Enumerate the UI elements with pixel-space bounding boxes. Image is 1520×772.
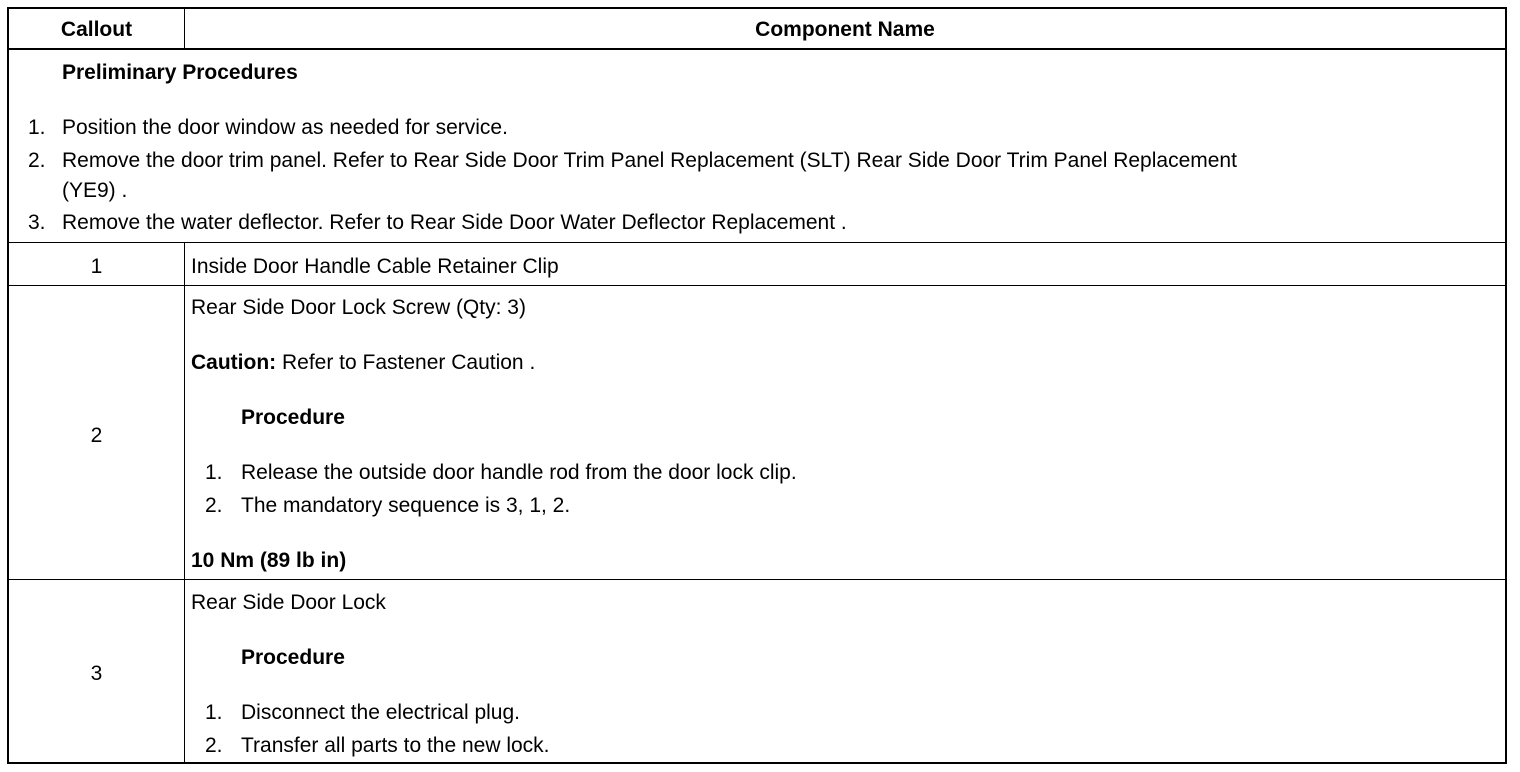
procedure-table [7, 7, 1507, 764]
procedure-step-num: 1. [205, 461, 223, 484]
preliminary-step-num: 2. [28, 149, 46, 172]
preliminary-step-text-cont: (YE9) . [62, 179, 128, 202]
caution-label: Caution: [191, 351, 277, 374]
preliminary-title: Preliminary Procedures [62, 61, 298, 84]
callout-number: 1 [90, 255, 103, 278]
header-component-name: Component Name [755, 18, 935, 41]
body-column-divider [184, 242, 185, 762]
preliminary-step-text: Remove the door trim panel. Refer to Rear Side Door Trim Panel Replacement (SLT) Rear Side Door Trim Panel Replacement [62, 149, 1237, 172]
caution-text: Refer to Fastener Caution . [276, 351, 536, 374]
callout-number: 2 [90, 424, 103, 447]
component-name: Rear Side Door Lock [191, 591, 386, 614]
procedure-step-text: The mandatory sequence is 3, 1, 2. [241, 494, 571, 517]
row-divider [9, 285, 1505, 286]
procedure-title: Procedure [241, 406, 345, 429]
callout-number: 3 [90, 662, 103, 685]
header-divider [9, 48, 1505, 50]
procedure-step-text: Transfer all parts to the new lock. [241, 734, 550, 757]
component-name: Inside Door Handle Cable Retainer Clip [191, 255, 559, 278]
procedure-step-text: Disconnect the electrical plug. [241, 701, 520, 724]
caution-note [191, 351, 535, 375]
preliminary-step-num: 3. [28, 211, 46, 234]
row-divider [9, 579, 1505, 580]
preliminary-step-text: Remove the water deflector. Refer to Rear Side Door Water Deflector Replacement . [62, 211, 847, 234]
procedure-step-num: 2. [205, 494, 223, 517]
preliminary-step-text: Position the door window as needed for service. [62, 116, 508, 139]
procedure-step-text: Release the outside door handle rod from the door lock clip. [241, 461, 797, 484]
procedure-title: Procedure [241, 646, 345, 669]
header-callout: Callout [60, 18, 133, 41]
preliminary-step-num: 1. [28, 116, 46, 139]
procedure-step-num: 2. [205, 734, 223, 757]
row-divider [9, 242, 1505, 243]
procedure-step-num: 1. [205, 701, 223, 724]
component-name: Rear Side Door Lock Screw (Qty: 3) [191, 296, 526, 319]
torque-spec: 10 Nm (89 lb in) [191, 549, 347, 572]
